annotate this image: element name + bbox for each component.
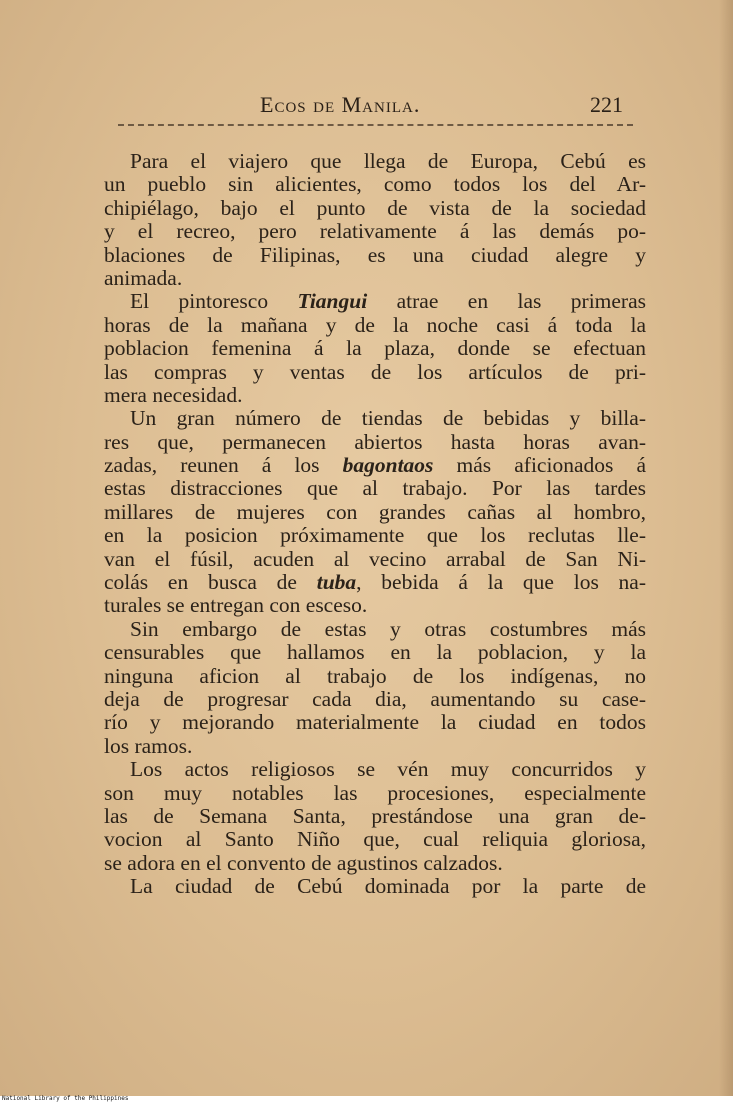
text-line: millares de mujeres con grandes cañas al hombro,	[104, 499, 646, 524]
text-line: deja de progresar cada dia, aumentando su case-	[104, 686, 646, 711]
paragraph	[104, 875, 646, 898]
text-line: los ramos.	[104, 733, 193, 758]
header-rule	[118, 124, 633, 129]
text-line: poblacion femenina á la plaza, donde se efectuan	[104, 336, 646, 361]
text-line: y el recreo, pero relativamente á las demás po-	[104, 219, 646, 244]
italic-term: Tiangui	[297, 289, 368, 314]
text-line: son muy notables las procesiones, especialmente	[104, 780, 646, 805]
footer-credit: National Library of the Philippines	[2, 1095, 129, 1102]
text-line: censurables que hallamos en la poblacion, y la	[104, 640, 646, 665]
text-line: estas distracciones que al trabajo. Por las tardes	[104, 476, 646, 501]
paragraph	[104, 618, 646, 758]
text-line: se adora en el convento de agustinos calzados.	[104, 850, 503, 875]
text-line: las de Semana Santa, prestándose una gran de-	[104, 803, 646, 828]
text-line: zadas, reunen á los bagontaos más aficionados á	[104, 453, 646, 478]
paragraph	[104, 758, 646, 875]
text-line: un pueblo sin alicientes, como todos los del Ar-	[104, 172, 646, 197]
page-header	[0, 92, 733, 122]
text-line: en la posicion próximamente que los reclutas lle-	[104, 523, 646, 548]
paragraph	[104, 150, 646, 290]
text-line: Un gran número de tiendas de bebidas y billa-	[130, 406, 646, 431]
text-line: Los actos religiosos se vén muy concurridos y	[130, 757, 646, 782]
text-line: ninguna aficion al trabajo de los indígenas, no	[104, 663, 646, 688]
italic-term: bagontaos	[342, 453, 434, 478]
text-line: río y mejorando materialmente la ciudad en todos	[104, 710, 646, 735]
paragraph	[104, 407, 646, 618]
text-line: animada.	[104, 265, 183, 290]
text-line: La ciudad de Cebú dominada por la parte de	[130, 874, 646, 899]
body-text	[104, 150, 646, 899]
text-line: Sin embargo de estas y otras costumbres más	[130, 616, 646, 641]
text-line: res que, permanecen abiertos hasta horas avan-	[104, 429, 646, 454]
text-line: Para el viajero que llega de Europa, Cebú es	[130, 149, 646, 173]
text-line: El pintoresco Tiangui atrae en las primeras	[130, 289, 647, 314]
italic-term: tuba	[316, 570, 357, 595]
text-line: vocion al Santo Niño que, cual reliquia gloriosa,	[104, 827, 646, 852]
text-line: blaciones de Filipinas, es una ciudad alegre y	[104, 242, 646, 267]
paragraph	[104, 290, 646, 407]
text-line: horas de la mañana y de la noche casi á toda la	[104, 312, 646, 337]
text-line: colás en busca de tuba, bebida á la que los na-	[104, 570, 647, 595]
running-title: Ecos de Manila.	[260, 92, 421, 117]
text-line: van el fúsil, acuden al vecino arrabal de San Ni-	[104, 546, 646, 571]
text-line: chipiélago, bajo el punto de vista de la sociedad	[104, 195, 646, 220]
page-number: 221	[590, 92, 623, 117]
text-line: turales se entregan con esceso.	[104, 593, 368, 618]
footer	[0, 1096, 733, 1103]
text-line: mera necesidad.	[104, 382, 243, 407]
text-line: las compras y ventas de los artículos de pri-	[104, 359, 646, 384]
